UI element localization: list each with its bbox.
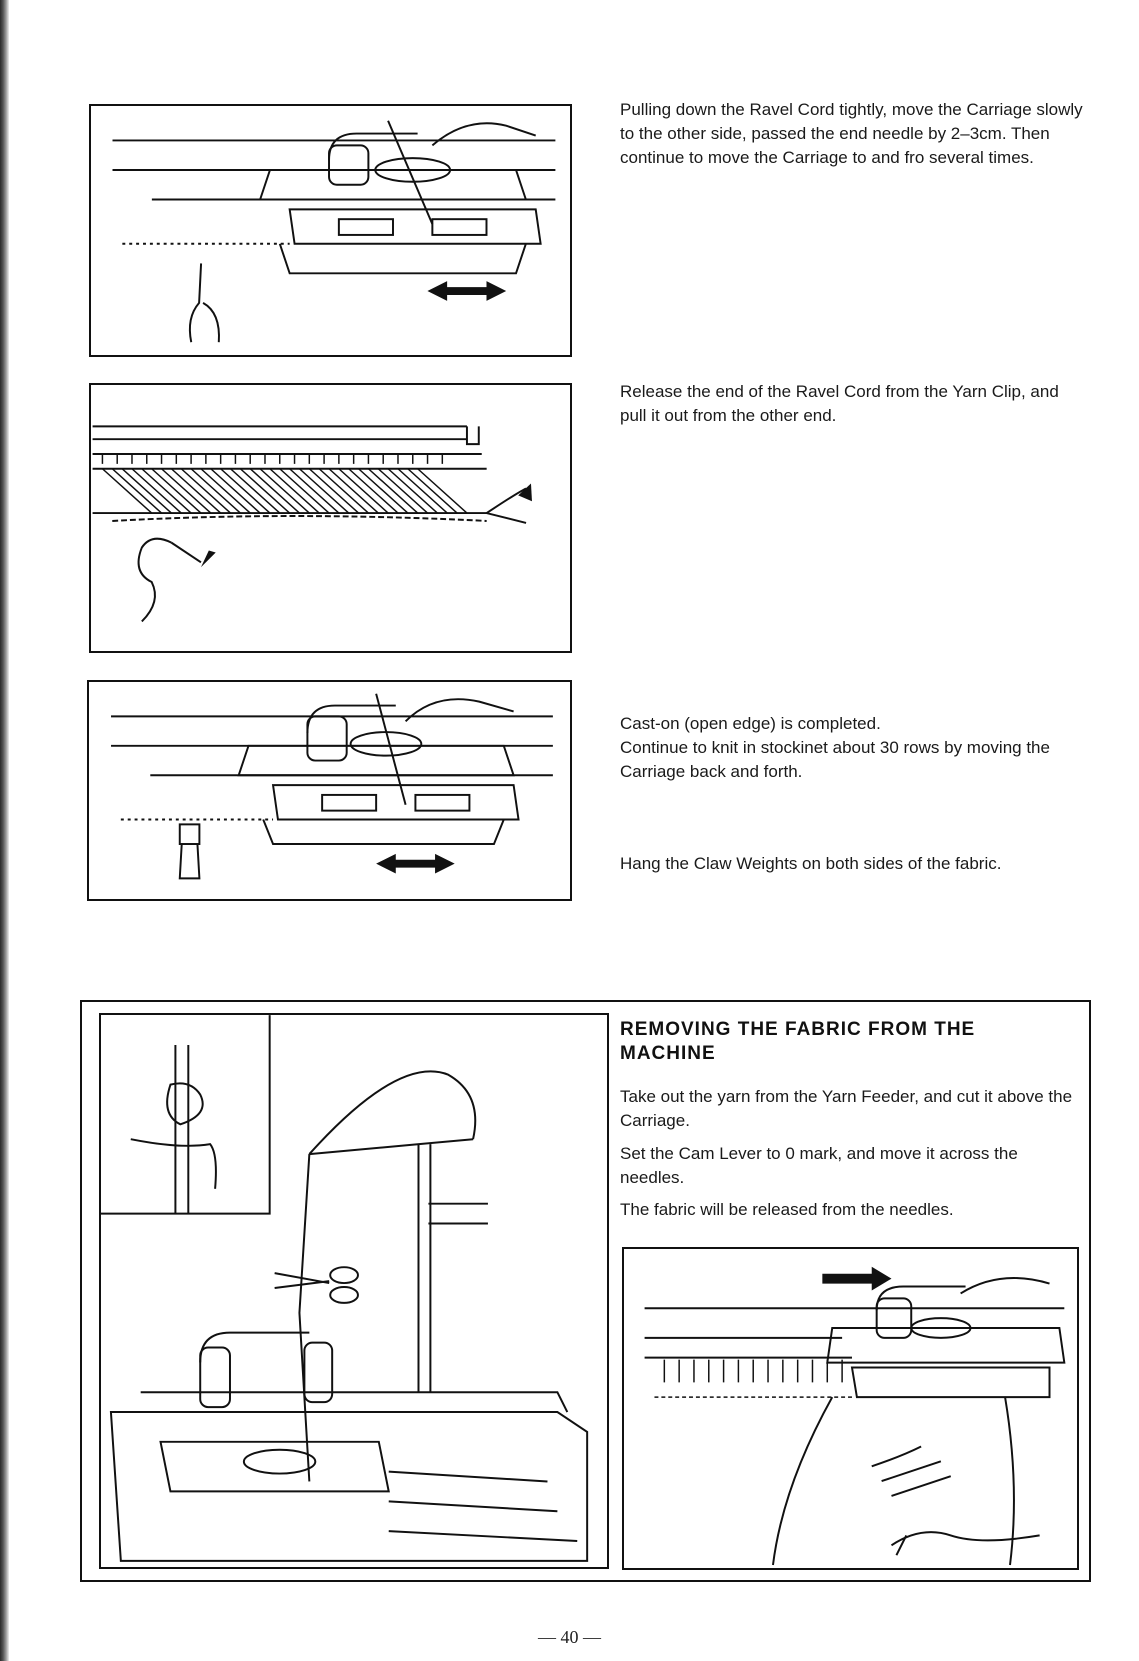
- page-number: — 40 —: [538, 1627, 601, 1647]
- arrow-right-icon: [822, 1267, 891, 1291]
- step3-continue-knitting: Continue to knit in stockinet about 30 rows by moving the Carriage back and forth.: [620, 738, 1050, 781]
- removing-step-release: The fabric will be released from the needles.: [620, 1200, 954, 1219]
- figure-release-ravel-cord: [89, 383, 572, 653]
- step3-cast-on-complete: Cast-on (open edge) is completed.: [620, 714, 881, 733]
- figure-carriage-to-and-fro: [89, 104, 572, 357]
- yarn-cutting-illustration: [101, 1015, 607, 1567]
- figure-cast-on-completed: [87, 680, 572, 901]
- removing-step-cut-yarn: Take out the yarn from the Yarn Feeder, and cut it above the Carriage.: [620, 1087, 1073, 1130]
- double-arrow-icon: [376, 854, 455, 874]
- step1-instruction: Pulling down the Ravel Cord tightly, move the Carriage slowly to the other side, passed the end needle by 2–3cm. Then continue to move the Carriage to and fro several times.: [620, 100, 1083, 167]
- figure-cut-yarn: [99, 1013, 609, 1569]
- carriage-claw-weight-illustration: [89, 682, 570, 899]
- needle-bed-illustration: [91, 385, 570, 651]
- step2-instruction: Release the end of the Ravel Cord from the Yarn Clip, and pull it out from the other end.: [620, 382, 1059, 425]
- section-heading: REMOVING THE FABRIC FROM THE MACHINE: [620, 1019, 976, 1064]
- page-spine-shadow: [0, 0, 9, 1661]
- fabric-release-illustration: [624, 1249, 1077, 1568]
- removing-step-cam-lever: Set the Cam Lever to 0 mark, and move it across the needles.: [620, 1144, 1018, 1187]
- double-arrow-icon: [427, 281, 506, 301]
- carriage-illustration: [91, 106, 570, 355]
- figure-fabric-released: [622, 1247, 1079, 1570]
- step3-hang-weights: Hang the Claw Weights on both sides of the fabric.: [620, 854, 1002, 873]
